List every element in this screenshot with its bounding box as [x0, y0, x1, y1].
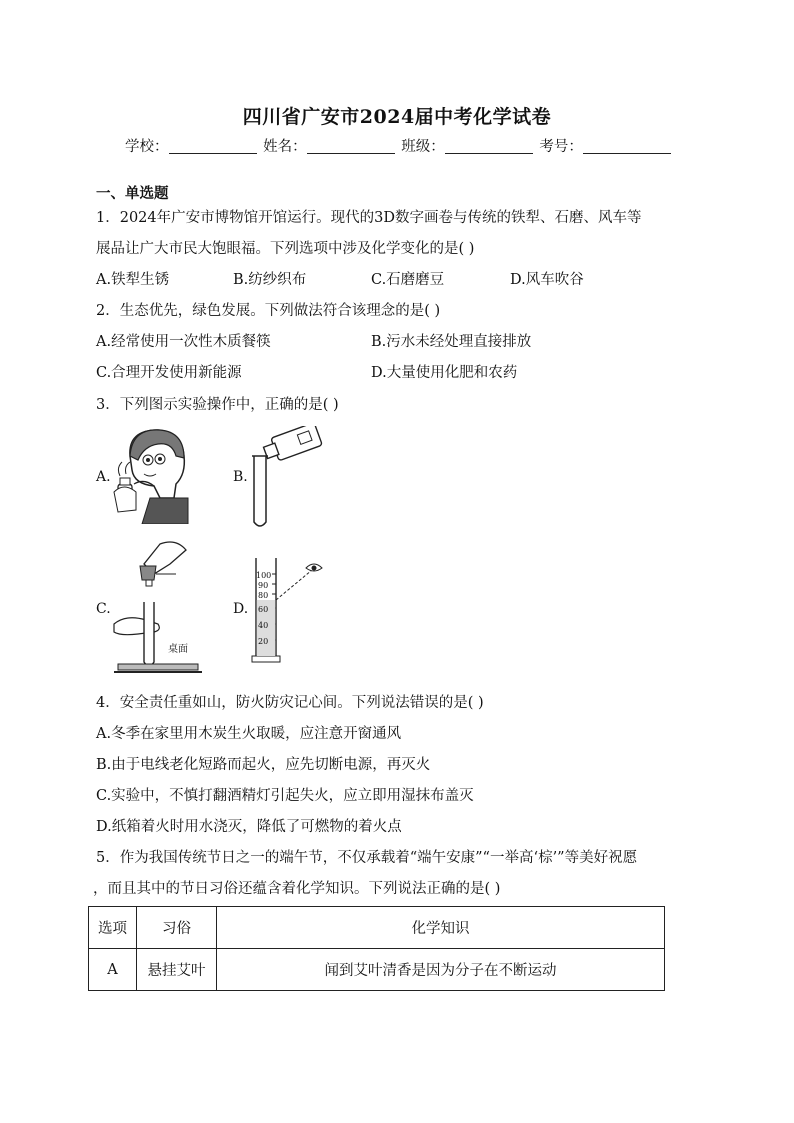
q4-option-a: A.冬季在家里用木炭生火取暖，应注意开窗通风: [96, 726, 402, 742]
q1-option-a: A.铁犁生锈: [96, 272, 170, 288]
q4-option-b: B.由于电线老化短路而起火，应先切断电源，再灭火: [96, 757, 431, 773]
table-header-row: [89, 907, 665, 949]
pouring-liquid-figure: [250, 426, 326, 530]
row-a-custom: 悬挂艾叶: [137, 949, 217, 991]
header-custom: 习俗: [137, 907, 217, 949]
row-a-option: A: [89, 949, 137, 991]
q4-option-c: C.实验中，不慎打翻酒精灯引起失火，应立即用湿抹布盖灭: [96, 788, 474, 804]
header-option: 选项: [89, 907, 137, 949]
cylinder-tick-80: 80: [258, 591, 269, 600]
q4-option-d: D.纸箱着火时用水浇灭，降低了可燃物的着火点: [96, 819, 402, 835]
q1-option-b: B.纺纱织布: [233, 272, 307, 288]
q3-label-a: A.: [96, 469, 111, 485]
q4-stem: 4．安全责任重如山，防火防灾记心间。下列说法错误的是( ): [96, 695, 484, 711]
q1-stem-line1: 1．2024年广安市博物馆开馆运行。现代的3D数字画卷与传统的铁犁、石磨、风车等: [96, 210, 642, 226]
header-chemistry-knowledge: 化学知识: [217, 907, 665, 949]
smelling-gas-figure: [110, 426, 190, 524]
exam-number-label: 考号：: [539, 139, 583, 155]
q2-option-b: B.污水未经处理直接排放: [371, 334, 532, 350]
school-label: 学校：: [125, 139, 169, 155]
cylinder-tick-100: 100: [256, 571, 272, 580]
cylinder-tick-20: 20: [258, 637, 269, 646]
name-blank[interactable]: [307, 140, 395, 154]
q1-option-d: D.风车吹谷: [510, 272, 584, 288]
class-blank[interactable]: [445, 140, 533, 154]
q3-stem: 3．下列图示实验操作中，正确的是( ): [96, 397, 339, 413]
name-label: 姓名：: [263, 139, 307, 155]
q2-option-c: C.合理开发使用新能源: [96, 365, 242, 381]
q1-option-c: C.石磨磨豆: [371, 272, 445, 288]
desk-label: 桌面: [168, 644, 188, 655]
row-a-knowledge: 闻到艾叶清香是因为分子在不断运动: [217, 949, 665, 991]
q3-label-d: D.: [233, 601, 249, 617]
school-blank[interactable]: [169, 140, 257, 154]
q2-stem: 2．生态优先，绿色发展。下列做法符合该理念的是( ): [96, 303, 441, 319]
q3-label-c: C.: [96, 601, 111, 617]
student-info-row: [125, 135, 673, 156]
cylinder-tick-40: 40: [258, 621, 269, 630]
table-row: [89, 949, 665, 991]
q2-option-d: D.大量使用化肥和农药: [371, 365, 518, 381]
q5-stem-line1: 5．作为我国传统节日之一的端午节，不仅承载着“端午安康”“一举高‘棕’”等美好祝愿: [96, 850, 638, 866]
cylinder-tick-90: 90: [258, 581, 269, 590]
section-heading: 一、单选题: [96, 185, 169, 202]
exam-number-blank[interactable]: [583, 140, 671, 154]
exam-title: 四川省广安市2024届中考化学试卷: [242, 106, 552, 128]
q1-stem-line2: 展品让广大市民大饱眼福。下列选项中涉及化学变化的是( ): [96, 241, 475, 257]
q3-label-b: B.: [233, 469, 248, 485]
q5-table: [88, 906, 665, 991]
cylinder-tick-60: 60: [258, 605, 269, 614]
q2-option-a: A.经常使用一次性木质餐筷: [96, 334, 271, 350]
class-label: 班级：: [401, 139, 445, 155]
q5-stem-line2: ，而且其中的节日习俗还蕴含着化学知识。下列说法正确的是( ): [93, 881, 501, 897]
adding-stopper-figure: [110, 540, 204, 676]
